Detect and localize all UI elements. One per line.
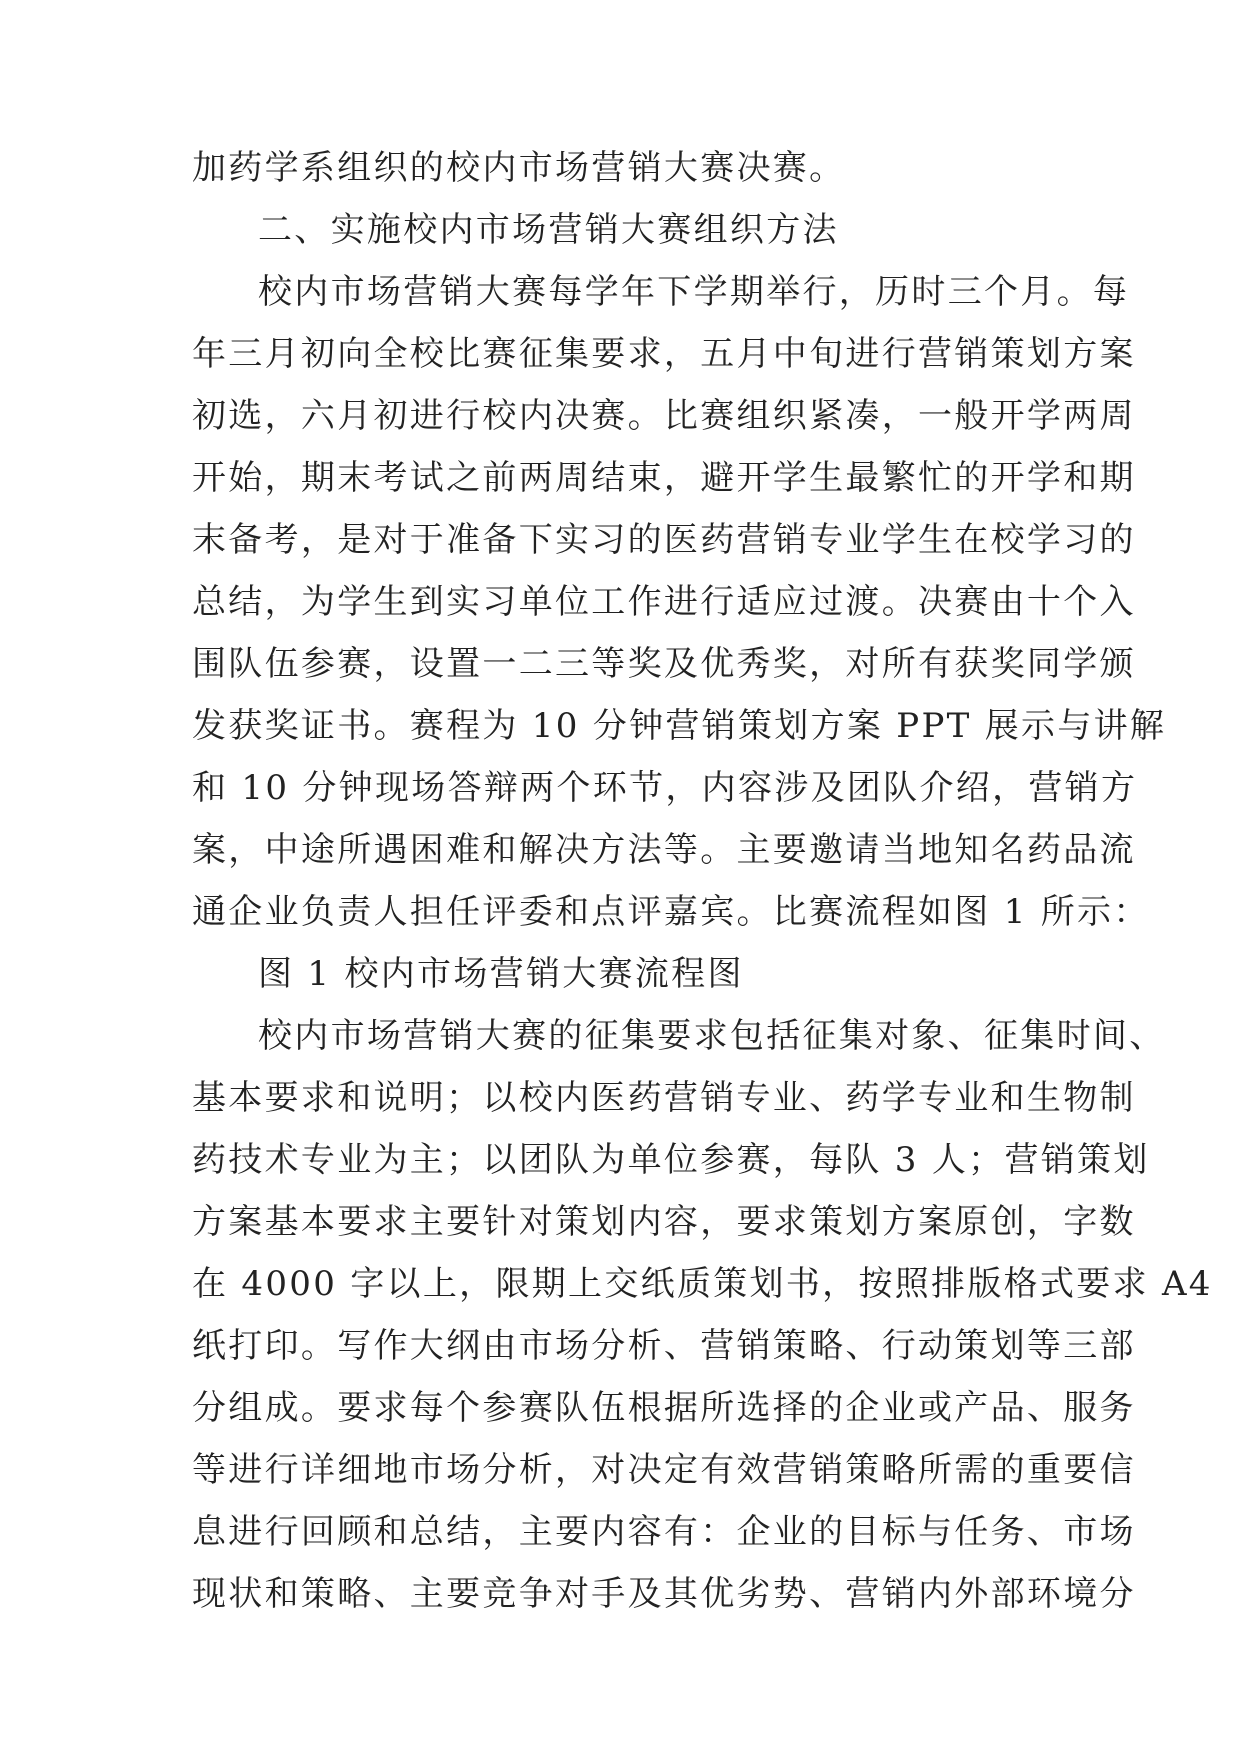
paragraph-line: 总结，为学生到实习单位工作进行适应过渡。决赛由十个入 bbox=[192, 582, 1136, 622]
paragraph-line: 开始，期末考试之前两周结束，避开学生最繁忙的开学和期 bbox=[192, 458, 1136, 498]
paragraph-line: 分组成。要求每个参赛队伍根据所选择的企业或产品、服务 bbox=[192, 1388, 1136, 1428]
figure-caption: 图 1 校内市场营销大赛流程图 bbox=[258, 954, 744, 994]
paragraph-line: 发获奖证书。赛程为 10 分钟营销策划方案 PPT 展示与讲解 bbox=[192, 706, 1167, 746]
paragraph-line: 末备考，是对于准备下实习的医药营销专业学生在校学习的 bbox=[192, 520, 1136, 560]
paragraph-line: 校内市场营销大赛的征集要求包括征集对象、征集时间、 bbox=[258, 1016, 1166, 1056]
paragraph-line: 等进行详细地市场分析，对决定有效营销策略所需的重要信 bbox=[192, 1450, 1136, 1490]
paragraph-line: 息进行回顾和总结，主要内容有：企业的目标与任务、市场 bbox=[192, 1512, 1136, 1552]
paragraph-line: 年三月初向全校比赛征集要求，五月中旬进行营销策划方案 bbox=[192, 334, 1136, 374]
paragraph-line: 加药学系组织的校内市场营销大赛决赛。 bbox=[192, 148, 846, 188]
paragraph-line: 药技术专业为主；以团队为单位参赛，每队 3 人；营销策划 bbox=[192, 1140, 1150, 1180]
paragraph-line: 通企业负责人担任评委和点评嘉宾。比赛流程如图 1 所示： bbox=[192, 892, 1150, 932]
paragraph-line: 围队伍参赛，设置一二三等奖及优秀奖，对所有获奖同学颁 bbox=[192, 644, 1136, 684]
paragraph-line: 方案基本要求主要针对策划内容，要求策划方案原创，字数 bbox=[192, 1202, 1136, 1242]
paragraph-line: 基本要求和说明；以校内医药营销专业、药学专业和生物制 bbox=[192, 1078, 1136, 1118]
paragraph-line: 案，中途所遇困难和解决方法等。主要邀请当地知名药品流 bbox=[192, 830, 1136, 870]
paragraph-line: 校内市场营销大赛每学年下学期举行，历时三个月。每 bbox=[258, 272, 1130, 312]
paragraph-line: 纸打印。写作大纲由市场分析、营销策略、行动策划等三部 bbox=[192, 1326, 1136, 1366]
paragraph-line: 现状和策略、主要竞争对手及其优劣势、营销内外部环境分 bbox=[192, 1574, 1136, 1614]
paragraph-line: 和 10 分钟现场答辩两个环节，内容涉及团队介绍，营销方 bbox=[192, 768, 1138, 808]
paragraph-line: 初选，六月初进行校内决赛。比赛组织紧凑，一般开学两周 bbox=[192, 396, 1136, 436]
section-heading: 二、实施校内市场营销大赛组织方法 bbox=[258, 210, 839, 250]
paragraph-line: 在 4000 字以上，限期上交纸质策划书，按照排版格式要求 A4 bbox=[192, 1264, 1213, 1304]
